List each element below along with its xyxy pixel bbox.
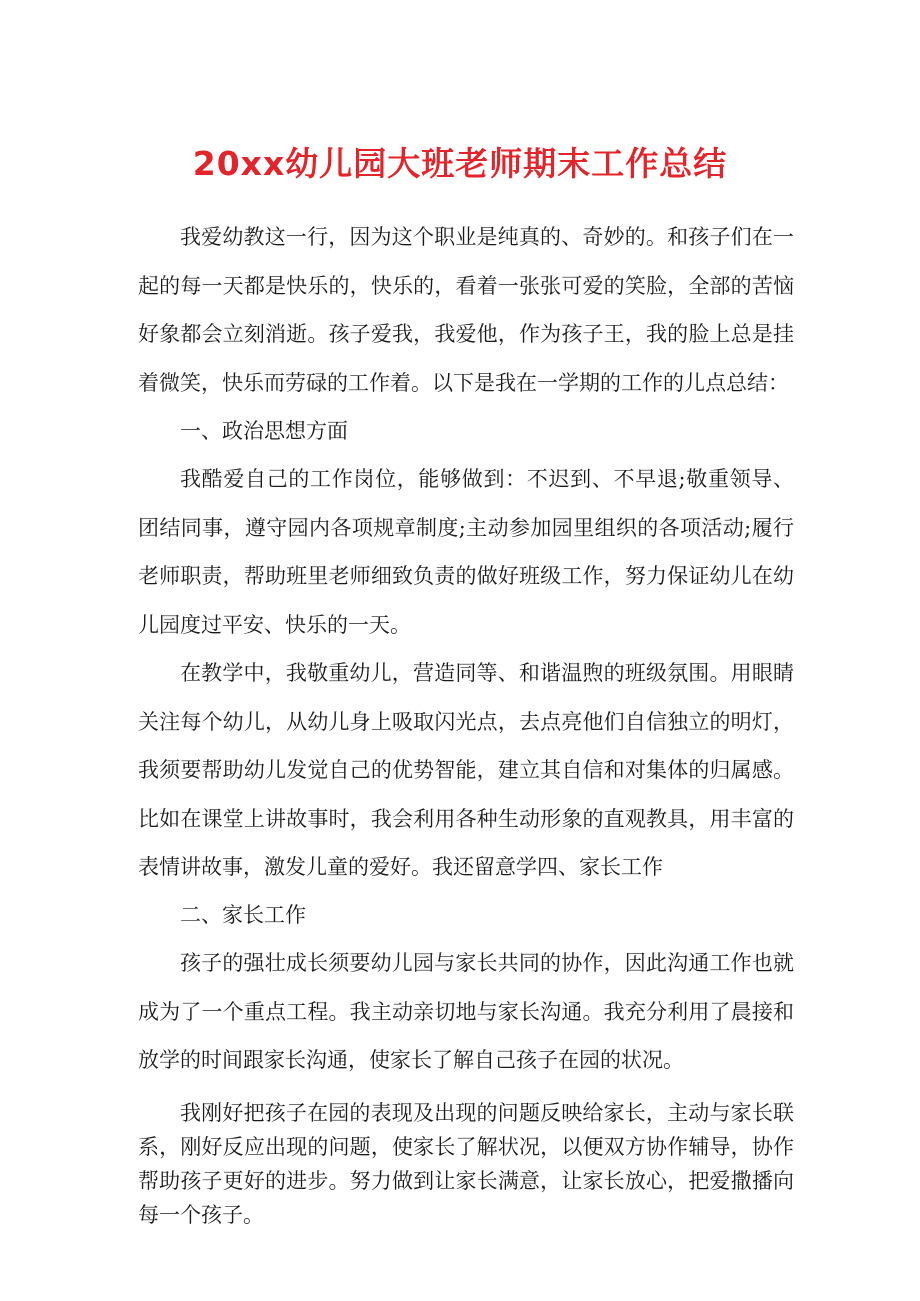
paragraph-intro: 我爱幼教这一行，因为这个职业是纯真的、奇妙的。和孩子们在一起的每一天都是快乐的，快乐的，看着一张张可爱的笑脸，全部的苦恼好象都会立刻消逝。孩子爱我，我爱他，作为孩子王，我的脸上总是挂着微笑，快乐而劳碌的工作着。以下是我在一学期的工作的儿点总结： <box>138 225 794 395</box>
paragraph-parents-2: 我刚好把孩子在园的表现及出现的问题反映给家长，主动与家长联系，刚好反应出现的问题，使家长了解状况，以便双方协作辅导，协作帮助孩子更好的进步。努力做到让家长满意，让家长放心，把爱撒播向每一个孩子。 <box>138 1101 794 1227</box>
paragraph-politics: 我酷爱自己的工作岗位，能够做到：不迟到、不早退;敬重领导、团结同事，遵守园内各项规章制度;主动参加园里组织的各项活动;履行老师职责，帮助班里老师细致负责的做好班级工作，努力保证幼儿在幼儿园度过平安、快乐的一天。 <box>138 467 794 637</box>
section-heading-politics: 一、政治思想方面 <box>180 419 348 443</box>
section-heading-parents: 二、家长工作 <box>180 903 306 927</box>
paragraph-teaching: 在教学中，我敬重幼儿，营造同等、和谐温煦的班级氛围。用眼睛关注每个幼儿，从幼儿身上吸取闪光点，去点亮他们自信独立的明灯，我须要帮助幼儿发觉自己的优势智能，建立其自信和对集体的归属感。比如在课堂上讲故事时，我会利用各种生动形象的直观教具，用丰富的表情讲故事，激发儿童的爱好。我还留意学四、家长工作 <box>138 661 794 879</box>
document-title: 20xx幼儿园大班老师期末工作总结 <box>192 144 728 183</box>
paragraph-parents-1: 孩子的强壮成长须要幼儿园与家长共同的协作，因此沟通工作也就成为了一个重点工程。我主动亲切地与家长沟通。我充分利用了晨接和放学的时间跟家长沟通，使家长了解自己孩子在园的状况。 <box>138 951 794 1072</box>
